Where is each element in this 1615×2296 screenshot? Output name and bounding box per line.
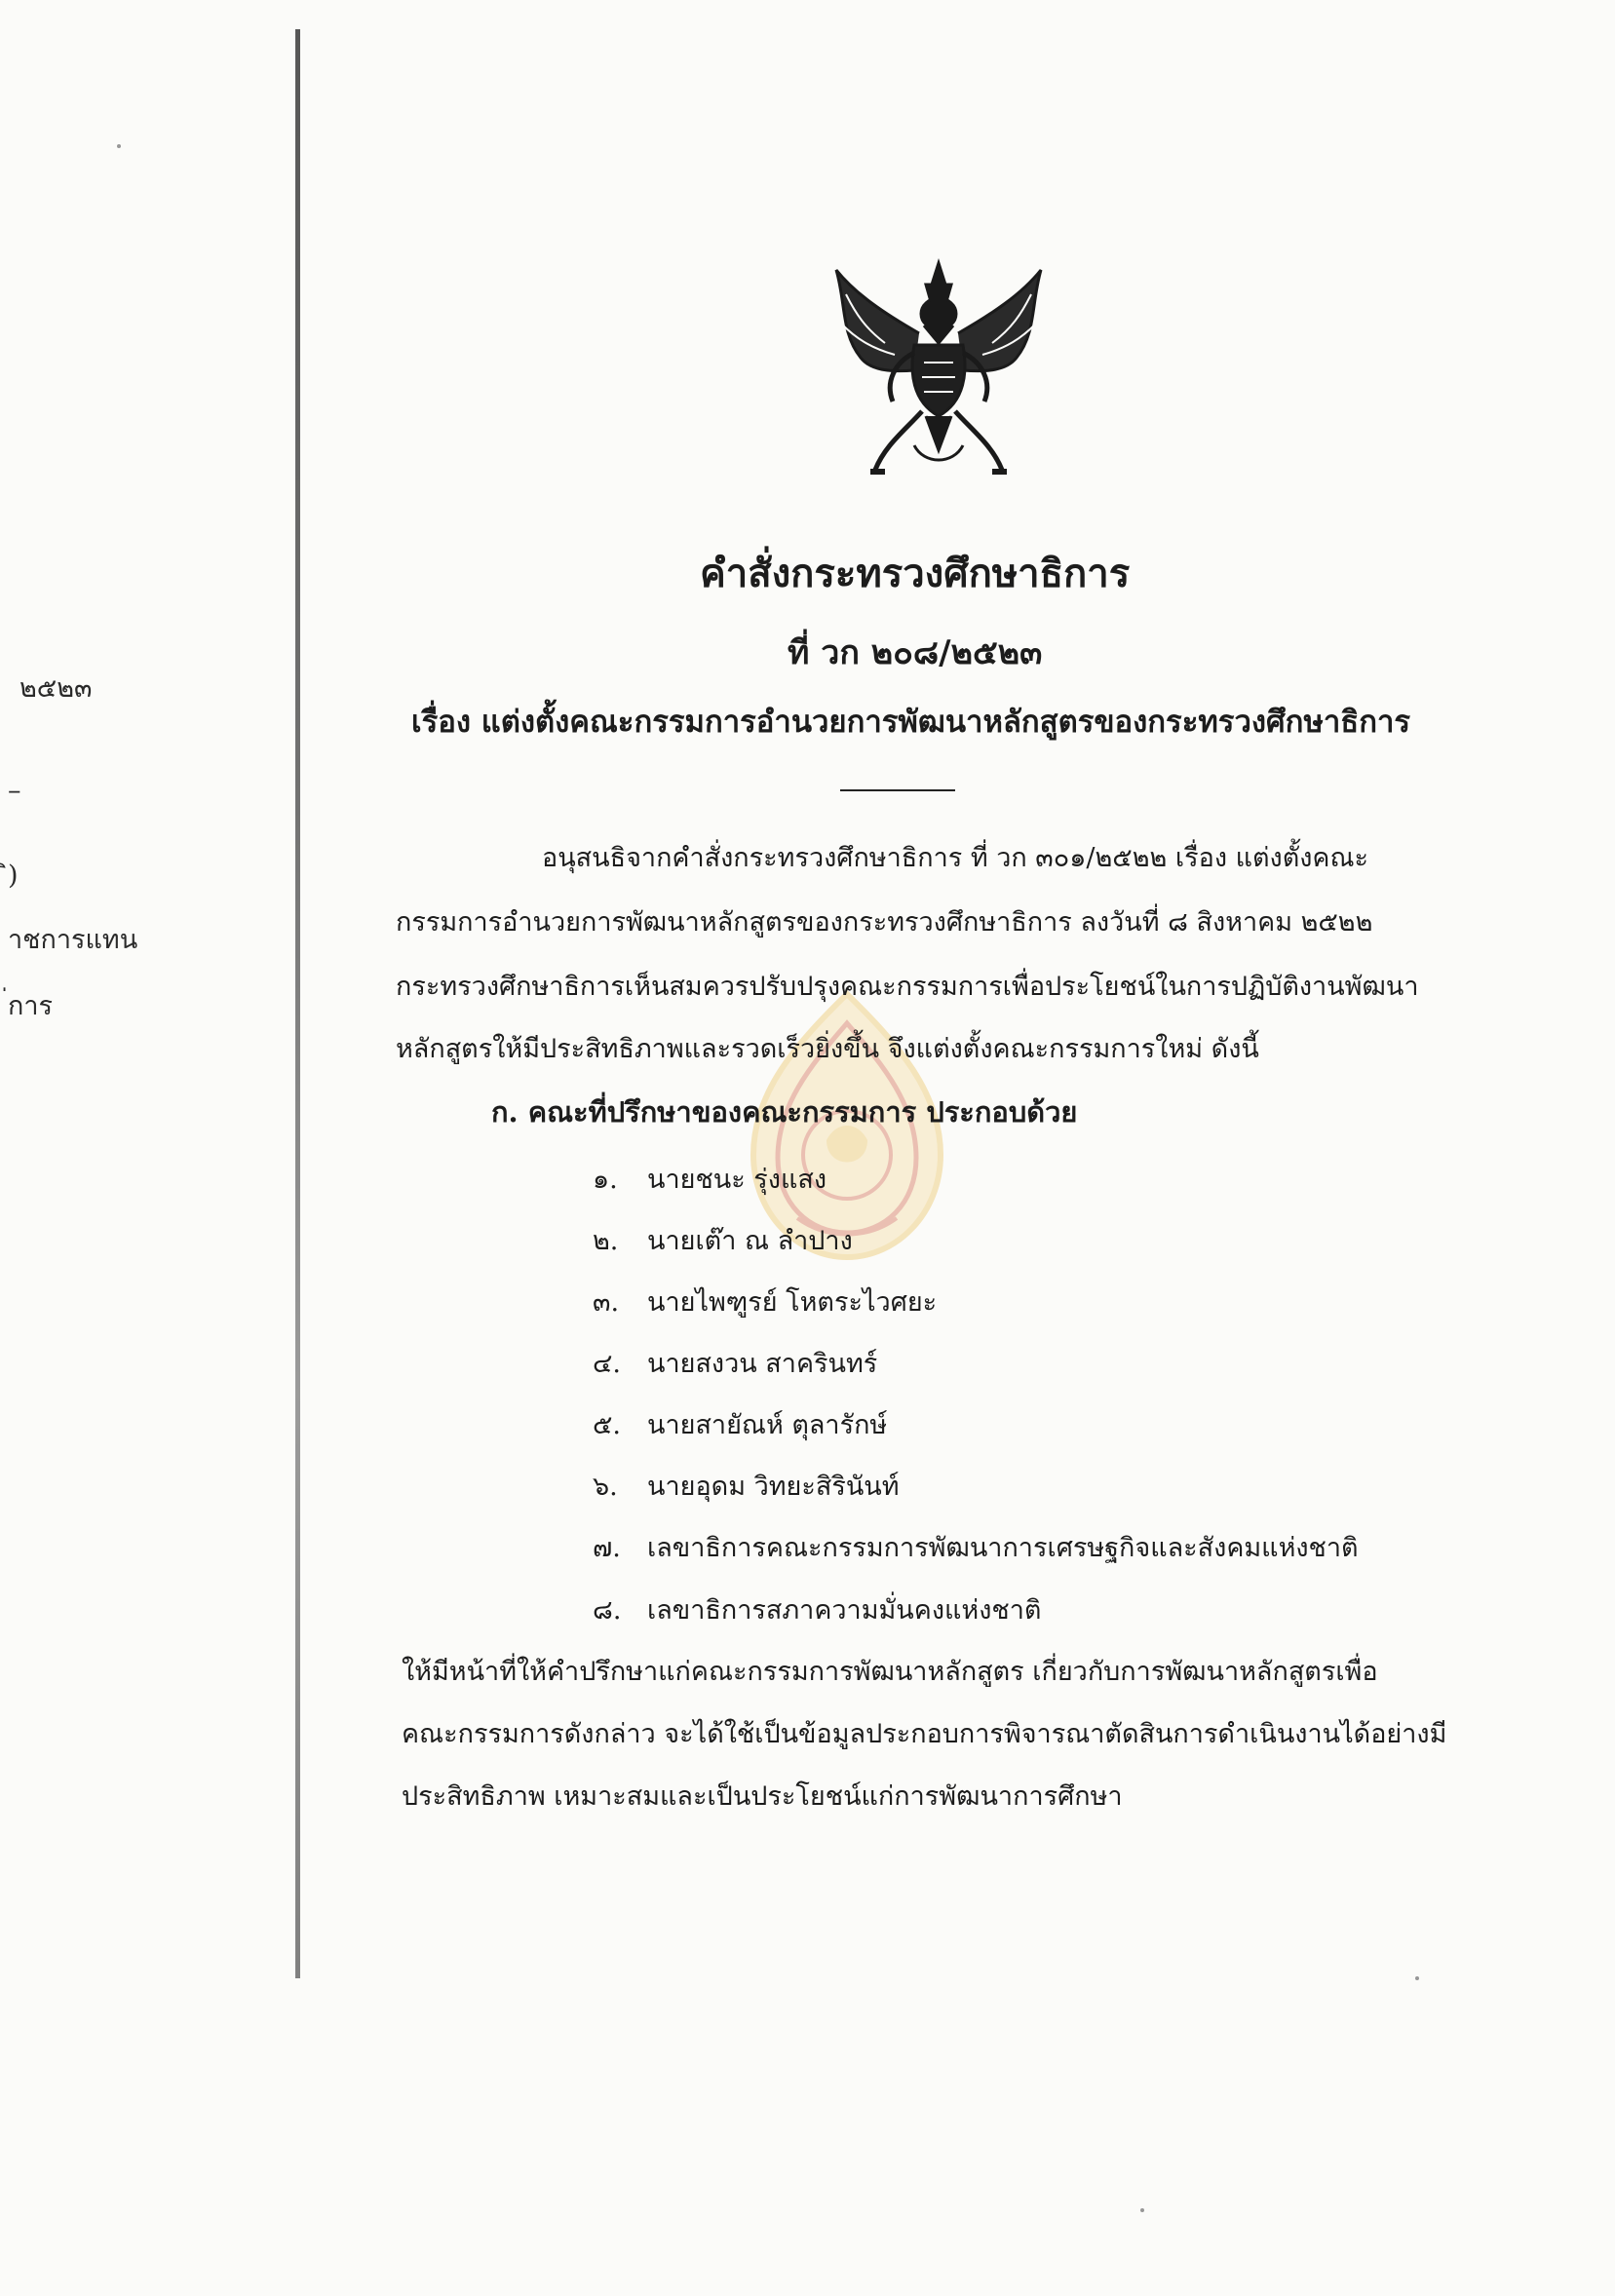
- scan-speck: [117, 144, 121, 148]
- member-no: ๘.: [593, 1595, 622, 1626]
- edge-fragment-1: ๒๕๒๓: [19, 673, 93, 704]
- member-no: ๗.: [593, 1533, 621, 1563]
- member-no: ๒.: [593, 1226, 619, 1256]
- edge-fragment-4: าชการแทน: [8, 925, 138, 955]
- intro-line-3: กระทรวงศึกษาธิการเห็นสมควรปรับปรุงคณะกรรมการเพื่อประโยชน์ในการปฏิบัติงานพัฒนา: [396, 972, 1419, 1002]
- member-no: ๓.: [593, 1287, 620, 1318]
- intro-line-2: กรรมการอำนวยการพัฒนาหลักสูตรของกระทรวงศึกษาธิการ ลงวันที่ ๘ สิงหาคม ๒๕๒๒: [396, 907, 1373, 938]
- duty-line-1: ให้มีหน้าที่ให้คำปรึกษาแก่คณะกรรมการพัฒนาหลักสูตร เกี่ยวกับการพัฒนาหลักสูตรเพื่อ: [402, 1657, 1378, 1687]
- member-no: ๔.: [593, 1349, 622, 1379]
- scan-speck: [1415, 1976, 1419, 1980]
- member-name: นายสายัณห์ ตุลารักษ์: [647, 1410, 888, 1440]
- intro-line-1: อนุสนธิจากคำสั่งกระทรวงศึกษาธิการ ที่ วก ๓๐๑/๒๕๒๒ เรื่อง แต่งตั้งคณะ: [542, 843, 1369, 873]
- member-no: ๖.: [593, 1472, 618, 1502]
- member-name: นายอุดม วิทยะสิรินันท์: [647, 1472, 900, 1502]
- duty-line-3: ประสิทธิภาพ เหมาะสมและเป็นประโยชน์แก่การพัฒนาการศึกษา: [402, 1781, 1123, 1812]
- member-name: นายไพฑูรย์ โหตระไวศยะ: [647, 1287, 938, 1318]
- order-subject: เรื่อง แต่งตั้งคณะกรรมการอำนวยการพัฒนาหลักสูตรของกระทรวงศึกษาธิการ: [411, 705, 1411, 740]
- order-number: ที่ วก ๒๐๘/๒๕๒๓: [788, 633, 1043, 672]
- duty-line-2: คณะกรรมการดังกล่าว จะได้ใช้เป็นข้อมูลประกอบการพิจารณาตัดสินการดำเนินงานได้อย่างมี: [402, 1719, 1447, 1749]
- member-name: นายสงวน สาครินทร์: [647, 1349, 878, 1379]
- order-title: คำสั่งกระทรวงศึกษาธิการ: [700, 551, 1131, 596]
- intro-line-4: หลักสูตรให้มีประสิทธิภาพและรวดเร็วยิ่งขึ้น จึงแต่งตั้งคณะกรรมการใหม่ ดังนี้: [396, 1034, 1259, 1064]
- scan-speck: [1140, 2208, 1144, 2212]
- member-no: ๕.: [593, 1410, 622, 1440]
- member-name: นายเต๊า ณ ลำปาง: [647, 1226, 853, 1256]
- member-no: ๑.: [593, 1165, 618, 1195]
- edge-fragment-3: ิ): [8, 861, 19, 891]
- heading-divider: [840, 789, 955, 791]
- edge-fragment-5: ่การ: [8, 991, 54, 1021]
- section-a-heading: ก. คณะที่ปรึกษาของคณะกรรมการ ประกอบด้วย: [491, 1095, 1078, 1129]
- garuda-emblem: [817, 255, 1060, 494]
- member-name: เลขาธิการสภาความมั่นคงแห่งชาติ: [647, 1595, 1042, 1626]
- edge-fragment-2: –: [8, 776, 21, 806]
- page-fold-line: [295, 29, 300, 1978]
- member-name: เลขาธิการคณะกรรมการพัฒนาการเศรษฐกิจและสังคมแห่งชาติ: [647, 1533, 1359, 1563]
- member-name: นายชนะ รุ่งแสง: [647, 1165, 827, 1195]
